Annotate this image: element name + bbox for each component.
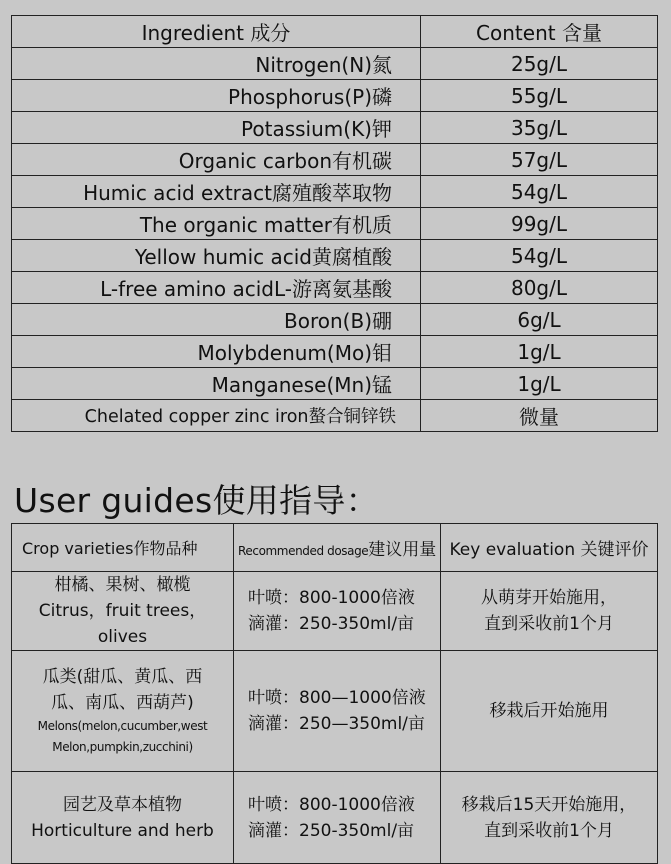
dosage-header-en: Recommended dosage	[238, 544, 369, 558]
foliar-spray-dosage: 叶喷：800-1000倍液	[248, 588, 415, 608]
evaluation-text: 移栽后开始施用	[489, 701, 609, 721]
foliar-spray-dosage: 叶喷：800-1000倍液	[248, 794, 415, 815]
user-guides-table	[11, 523, 658, 864]
evaluation-text: 移栽后15天开始施用，	[461, 794, 637, 815]
ingredient-name: Yellow humic acid黄腐植酸	[12, 240, 421, 272]
ingredient-value: 99g/L	[421, 208, 658, 240]
ingredient-value: 54g/L	[421, 176, 658, 208]
ingredient-value: 54g/L	[421, 240, 658, 272]
guides-header-row	[12, 524, 658, 572]
crop-name-en: Melon,pumpkin,zucchini)	[52, 740, 193, 754]
ingredient-name: Boron(B)硼	[12, 304, 421, 336]
ingredient-value: 1g/L	[421, 336, 658, 368]
ingredient-name: Humic acid extract腐殖酸萃取物	[12, 176, 421, 208]
foliar-spray-dosage: 叶喷：800—1000倍液	[248, 688, 426, 708]
crop-cell	[12, 772, 234, 864]
ingredient-header: Ingredient 成分	[12, 16, 421, 48]
crop-name-cn: 柑橘、果树、橄榄	[54, 575, 191, 595]
composition-table	[11, 15, 658, 432]
composition-header-row	[12, 16, 658, 48]
ingredient-name: Molybdenum(Mo)钼	[12, 336, 421, 368]
crop-name-cn: 园艺及草本植物	[63, 794, 182, 815]
ingredient-name: Phosphorus(P)磷	[12, 80, 421, 112]
ingredient-value: 55g/L	[421, 80, 658, 112]
dosage-header-cn: 建议用量	[368, 540, 437, 560]
ingredient-name: Nitrogen(N)氮	[12, 48, 421, 80]
ingredient-value: 35g/L	[421, 112, 658, 144]
drip-irrigation-dosage: 滴灌：250—350ml/亩	[248, 714, 425, 734]
composition-row	[12, 144, 658, 176]
composition-row	[12, 336, 658, 368]
evaluation-text: 直到采收前1个月	[484, 820, 614, 841]
drip-irrigation-dosage: 滴灌：250-350ml/亩	[248, 614, 415, 634]
composition-row	[12, 80, 658, 112]
crop-cell	[12, 572, 234, 651]
guides-row	[12, 572, 658, 651]
composition-row	[12, 272, 658, 304]
dosage-cell	[234, 651, 441, 772]
composition-row	[12, 400, 658, 432]
ingredient-value: 1g/L	[421, 368, 658, 400]
crop-cell	[12, 651, 234, 772]
composition-row	[12, 368, 658, 400]
content-header: Content 含量	[421, 16, 658, 48]
composition-row	[12, 208, 658, 240]
evaluation-text: 从萌芽开始施用，	[481, 588, 617, 608]
dosage-cell	[234, 772, 441, 864]
ingredient-name: The organic matter有机质	[12, 208, 421, 240]
ingredient-value: 57g/L	[421, 144, 658, 176]
ingredient-name: L-free amino acidL-游离氨基酸	[12, 272, 421, 304]
user-guides-heading: User guides使用指导：	[14, 481, 379, 520]
guides-row	[12, 772, 658, 864]
crop-name-en: Citrus，fruit trees，olives	[38, 601, 207, 647]
ingredient-name: Potassium(K)钾	[12, 112, 421, 144]
ingredient-value: 80g/L	[421, 272, 658, 304]
composition-row	[12, 240, 658, 272]
evaluation-cell	[441, 651, 658, 772]
composition-row	[12, 304, 658, 336]
key-evaluation-header: Key evaluation 关键评价	[441, 524, 658, 572]
crop-name-en: Melons(melon,cucumber,west	[37, 719, 208, 733]
ingredient-value: 6g/L	[421, 304, 658, 336]
crop-name-cn: 瓜类(甜瓜、黄瓜、西	[42, 667, 203, 687]
composition-row	[12, 176, 658, 208]
composition-row	[12, 48, 658, 80]
drip-irrigation-dosage: 滴灌：250-350ml/亩	[248, 820, 415, 841]
crop-name-en: Horticulture and herb	[31, 820, 214, 841]
evaluation-cell	[441, 572, 658, 651]
ingredient-name: Manganese(Mn)锰	[12, 368, 421, 400]
guides-row	[12, 651, 658, 772]
crop-name-cn: 瓜、南瓜、西葫芦)	[51, 693, 194, 713]
ingredient-name: Chelated copper zinc iron螯合铜锌铁	[12, 400, 421, 432]
recommended-dosage-header	[234, 524, 441, 572]
ingredient-name: Organic carbon有机碳	[12, 144, 421, 176]
evaluation-text: 直到采收前1个月	[484, 614, 614, 634]
ingredient-value: 25g/L	[421, 48, 658, 80]
dosage-cell	[234, 572, 441, 651]
composition-row	[12, 112, 658, 144]
crop-varieties-header: Crop varieties作物品种	[12, 524, 234, 572]
ingredient-value: 微量	[421, 400, 658, 432]
evaluation-cell	[441, 772, 658, 864]
